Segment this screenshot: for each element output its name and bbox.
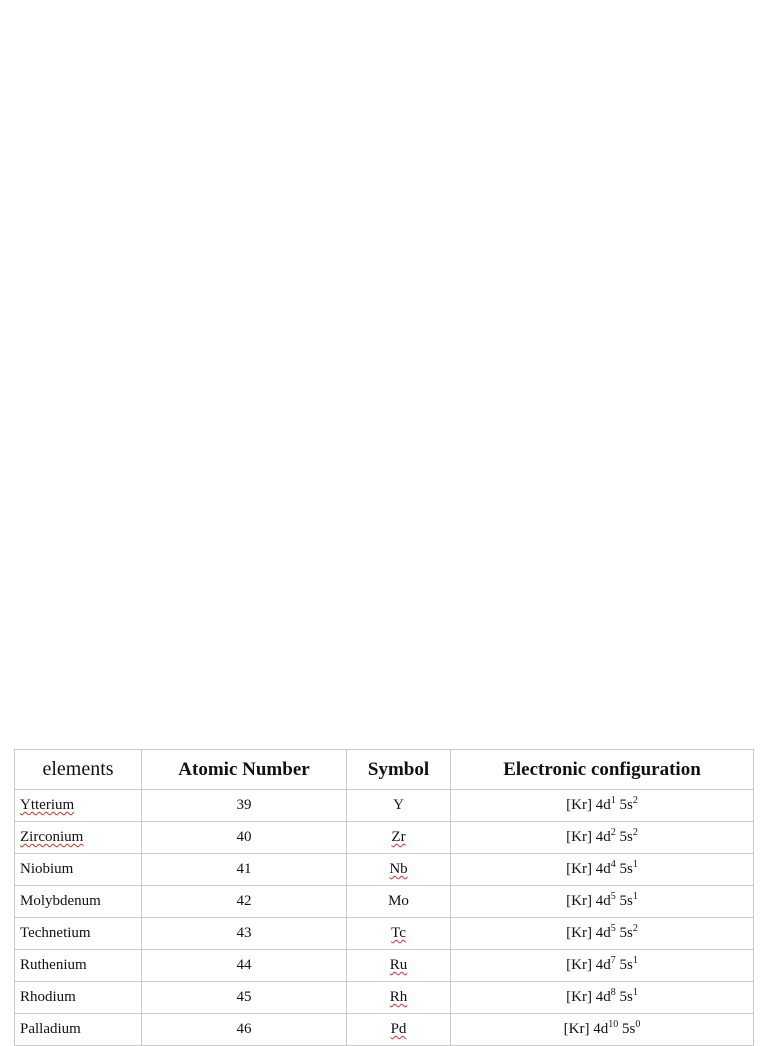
s-orbital-label: 5s [619, 797, 633, 813]
s-electron-count: 0 [635, 1019, 641, 1030]
s-orbital-label: 5s [619, 957, 633, 973]
table-row [15, 918, 754, 950]
s-electron-count: 1 [632, 891, 638, 902]
d-electron-count: 5 [610, 923, 616, 934]
s-orbital-label: 5s [621, 1021, 636, 1037]
element-name-cell [15, 854, 142, 886]
element-name-cell [15, 790, 142, 822]
atomic-number-cell: 43 [142, 918, 347, 950]
electronic-configuration-cell [451, 854, 754, 886]
electronic-configuration-cell [451, 886, 754, 918]
table-row [15, 854, 754, 886]
symbol-cell [347, 1014, 451, 1046]
s-electron-count: 1 [632, 955, 638, 966]
table-row [15, 1014, 754, 1046]
symbol-cell [347, 822, 451, 854]
element-symbol: Tc [391, 925, 406, 941]
element-name: Technetium [20, 925, 91, 941]
electronic-configuration-cell [451, 982, 754, 1014]
symbol-cell [347, 982, 451, 1014]
element-name: Molybdenum [20, 893, 101, 909]
header-symbol: Symbol [347, 750, 451, 790]
s-electron-count: 2 [632, 795, 638, 806]
electronic-configuration-cell [451, 790, 754, 822]
atomic-number-cell: 40 [142, 822, 347, 854]
s-electron-count: 2 [632, 923, 638, 934]
atomic-number-cell: 45 [142, 982, 347, 1014]
element-name: Ytterium [20, 797, 75, 813]
s-electron-count: 1 [632, 987, 638, 998]
d-electron-count: 2 [610, 827, 616, 838]
element-symbol: Rh [389, 989, 408, 1005]
element-name: Palladium [20, 1021, 81, 1037]
elements-table [14, 749, 754, 1046]
table-row [15, 790, 754, 822]
electronic-configuration-cell [451, 950, 754, 982]
symbol-cell [347, 918, 451, 950]
config-core: [Kr] 4d [566, 957, 611, 973]
header-electronic-configuration: Electronic configuration [451, 750, 754, 790]
header-atomic-number: Atomic Number [142, 750, 347, 790]
s-orbital-label: 5s [619, 861, 633, 877]
element-name-cell [15, 822, 142, 854]
d-electron-count: 10 [608, 1019, 619, 1030]
config-core: [Kr] 4d [566, 989, 611, 1005]
element-symbol: Y [393, 797, 404, 813]
symbol-cell [347, 790, 451, 822]
config-core: [Kr] 4d [566, 797, 611, 813]
element-symbol: Zr [391, 829, 406, 845]
atomic-number-cell: 46 [142, 1014, 347, 1046]
element-symbol: Nb [389, 861, 408, 877]
d-electron-count: 5 [610, 891, 616, 902]
table-row [15, 982, 754, 1014]
element-name: Niobium [20, 861, 74, 877]
d-electron-count: 7 [610, 955, 616, 966]
element-name-cell [15, 982, 142, 1014]
header-elements: elements [15, 750, 142, 790]
symbol-cell [347, 950, 451, 982]
element-name: Ruthenium [20, 957, 87, 973]
element-name-cell [15, 950, 142, 982]
s-orbital-label: 5s [619, 893, 633, 909]
config-core: [Kr] 4d [566, 893, 611, 909]
config-core: [Kr] 4d [566, 925, 611, 941]
table-row [15, 822, 754, 854]
table-header-row [15, 750, 754, 790]
electronic-configuration-cell [451, 918, 754, 950]
symbol-cell [347, 854, 451, 886]
element-name: Zirconium [20, 829, 84, 845]
table-row [15, 886, 754, 918]
table-row [15, 950, 754, 982]
atomic-number-cell: 39 [142, 790, 347, 822]
d-electron-count: 1 [610, 795, 616, 806]
element-name-cell [15, 886, 142, 918]
s-orbital-label: 5s [619, 829, 633, 845]
s-electron-count: 1 [632, 859, 638, 870]
element-symbol: Pd [390, 1021, 407, 1037]
element-name-cell [15, 918, 142, 950]
elements-table-container [14, 749, 753, 1037]
element-name-cell [15, 1014, 142, 1046]
config-core: [Kr] 4d [563, 1021, 609, 1037]
element-symbol: Ru [389, 957, 408, 973]
d-electron-count: 4 [610, 859, 616, 870]
config-core: [Kr] 4d [566, 829, 611, 845]
s-electron-count: 2 [632, 827, 638, 838]
s-orbital-label: 5s [619, 925, 633, 941]
element-name: Rhodium [20, 989, 76, 1005]
element-symbol: Mo [388, 893, 409, 909]
electronic-configuration-cell [451, 1014, 754, 1046]
s-orbital-label: 5s [619, 989, 633, 1005]
config-core: [Kr] 4d [566, 861, 611, 877]
atomic-number-cell: 42 [142, 886, 347, 918]
symbol-cell [347, 886, 451, 918]
atomic-number-cell: 41 [142, 854, 347, 886]
atomic-number-cell: 44 [142, 950, 347, 982]
electronic-configuration-cell [451, 822, 754, 854]
d-electron-count: 8 [610, 987, 616, 998]
